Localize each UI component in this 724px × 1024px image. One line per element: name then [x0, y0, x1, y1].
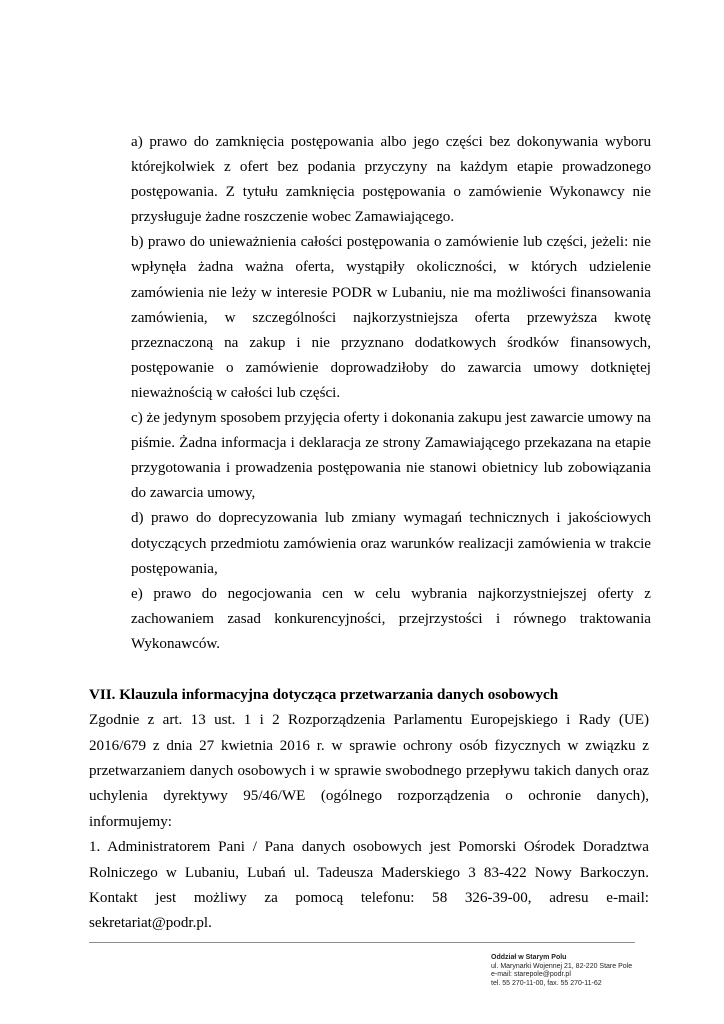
- footer-address: ul. Marynarki Wojennej 21, 82-220 Stare Pole: [491, 962, 633, 970]
- footer-contact: [491, 954, 681, 988]
- footer-divider: [89, 942, 635, 943]
- rights-list: [131, 130, 651, 657]
- footer-email: e-mail: starepole@podr.pl: [491, 971, 571, 979]
- section-intro: Zgodnie z art. 13 ust. 1 i 2 Rozporządzenia Parlamentu Europejskiego i Rady (UE) 2016/679 z dnia 27 kwietnia 2016 r. w sprawie ochrony osób fizycznych w związku z przetwarzaniem danych osobowych i w sprawie swobodnego przepływu takich danych oraz uchylenia dyrektywy 95/46/WE (ogólnego rozporządzenia o ochronie danych), informujemy:: [89, 712, 649, 830]
- list-item-c: c) że jedynym sposobem przyjęcia oferty i dokonania zakupu jest zawarcie umowy na piśmie. Żadna informacja i deklaracja ze strony Zamawiającego przekazana na etapie przygotowania i prowadzenia postępowania nie stanowi obietnicy lub zobowiązania do zawarcia umowy,: [131, 410, 651, 502]
- section-heading: VII. Klauzula informacyjna dotycząca przetwarzania danych osobowych: [89, 687, 559, 703]
- list-item-d: d) prawo do doprecyzowania lub zmiany wymagań technicznych i jakościowych dotyczących przedmiotu zamówienia oraz warunków realizacji zamówienia w trakcie postępowania,: [131, 510, 651, 577]
- footer-office-name: Oddział w Starym Polu: [491, 954, 567, 961]
- list-item-a: a) prawo do zamknięcia postępowania albo jego części bez dokonywania wyboru którejkolwiek z ofert bez podania przyczyny na każdym etapie prowadzonego postępowania. Z tytułu zamknięcia postępowania o zamówienie Wykonawcy nie przysługuje żadne roszczenie wobec Zamawiającego.: [131, 134, 651, 226]
- gdpr-section: [89, 683, 649, 937]
- section-point-1: 1. Administratorem Pani / Pana danych osobowych jest Pomorski Ośrodek Doradztwa Rolniczego w Lubaniu, Lubań ul. Tadeusza Maderskiego 3 83-422 Nowy Barkoczyn. Kontakt jest możliwy za pomocą telefonu: 58 326-39-00, adresu e-mail: sekretariat@podr.pl.: [89, 839, 649, 932]
- footer-phone: tel. 55 270-11-00, fax. 55 270-11-62: [491, 979, 602, 987]
- list-item-b: b) prawo do unieważnienia całości postępowania o zamówienie lub części, jeżeli: nie wpłynęła żadna ważna oferta, wystąpiły okoliczności, w których udzielenie zamówienia nie leży w interesie PODR w Lubaniu, nie ma możliwości finansowania zamówienia, w szczególności najkorzystniejsza oferta przewyższa kwotę przeznaczoną na zakup i nie przyznano dodatkowych środków finansowych, postępowanie o zamówienie doprowadziłoby do zawarcia umowy dotkniętej nieważnością w całości lub części.: [131, 234, 651, 401]
- list-item-e: e) prawo do negocjowania cen w celu wybrania najkorzystniejszej oferty z zachowaniem zasad konkurencyjności, przejrzystości i równego traktowania Wykonawców.: [131, 585, 651, 652]
